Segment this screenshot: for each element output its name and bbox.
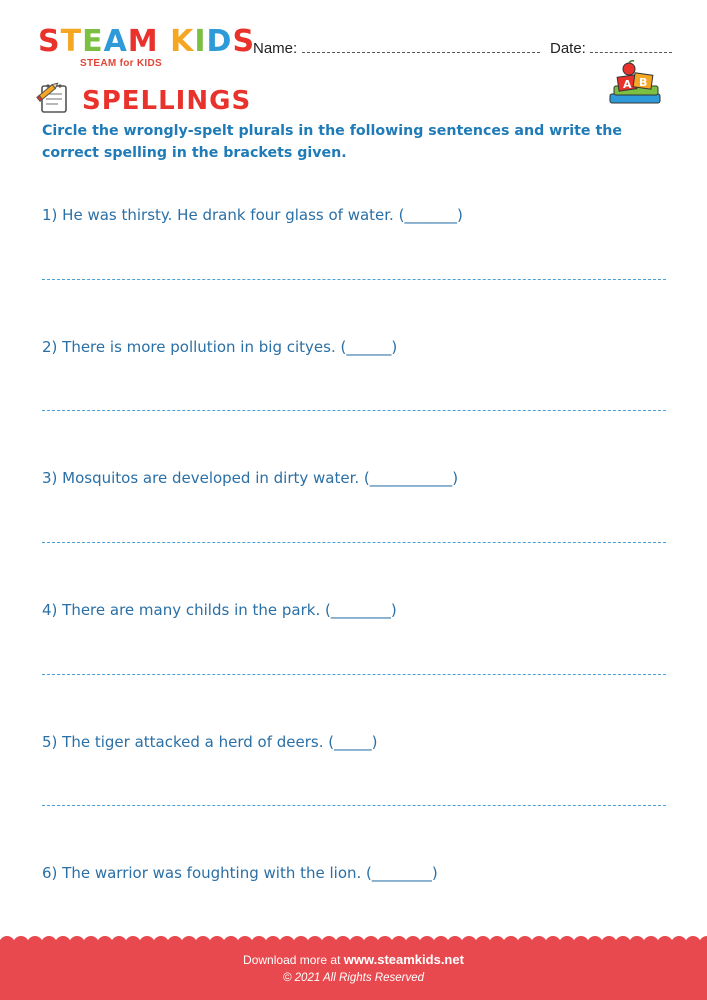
footer-copyright: © 2021 All Rights Reserved bbox=[282, 972, 424, 984]
logo-letter: K bbox=[170, 24, 195, 59]
logo-letter: M bbox=[127, 24, 159, 59]
question-2: 2) There is more pollution in big cityes. (______) bbox=[42, 338, 398, 356]
logo-letter: A bbox=[103, 24, 128, 59]
question-3: 3) Mosquitos are developed in dirty water. (___________) bbox=[42, 469, 459, 487]
logo-letter: I bbox=[194, 24, 207, 59]
answer-line-4[interactable] bbox=[42, 674, 666, 675]
notepad-pencil-icon bbox=[36, 80, 72, 120]
logo-wordmark bbox=[38, 26, 255, 58]
logo-letter: D bbox=[206, 24, 233, 59]
svg-text:B: B bbox=[639, 76, 648, 89]
footer-download-prefix: Download more at bbox=[243, 953, 344, 967]
footer-download bbox=[0, 952, 707, 967]
question-6: 6) The warrior was foughting with the lion. (________) bbox=[42, 864, 438, 882]
answer-line-3[interactable] bbox=[42, 542, 666, 543]
date-label: Date: bbox=[550, 40, 586, 57]
answer-line-2[interactable] bbox=[42, 410, 666, 411]
answer-line-1[interactable] bbox=[42, 279, 666, 280]
instructions: Circle the wrongly-spelt plurals in the following sentences and write the correct spelling in the brackets given. bbox=[42, 123, 622, 161]
question-4: 4) There are many childs in the park. (________) bbox=[42, 601, 397, 619]
logo-letter: E bbox=[82, 24, 104, 59]
svg-text:A: A bbox=[623, 78, 632, 91]
logo-subtitle: STEAM for KIDS bbox=[80, 58, 162, 69]
date-field-line[interactable] bbox=[590, 52, 672, 53]
footer-site-link[interactable]: www.steamkids.net bbox=[343, 952, 464, 967]
logo-letter bbox=[159, 26, 170, 58]
logo-letter: S bbox=[232, 24, 256, 59]
logo-letter: T bbox=[60, 24, 83, 59]
answer-line-5[interactable] bbox=[42, 805, 666, 806]
logo-letter: S bbox=[38, 24, 61, 59]
question-1: 1) He was thirsty. He drank four glass of water. (_______) bbox=[42, 206, 463, 224]
abc-books-apple-icon bbox=[604, 60, 666, 116]
page-title: SPELLINGS bbox=[82, 86, 252, 116]
name-field-line[interactable] bbox=[302, 52, 540, 53]
question-5: 5) The tiger attacked a herd of deers. (_____) bbox=[42, 733, 378, 751]
footer-bar bbox=[0, 942, 707, 1000]
name-label: Name: bbox=[253, 40, 298, 57]
